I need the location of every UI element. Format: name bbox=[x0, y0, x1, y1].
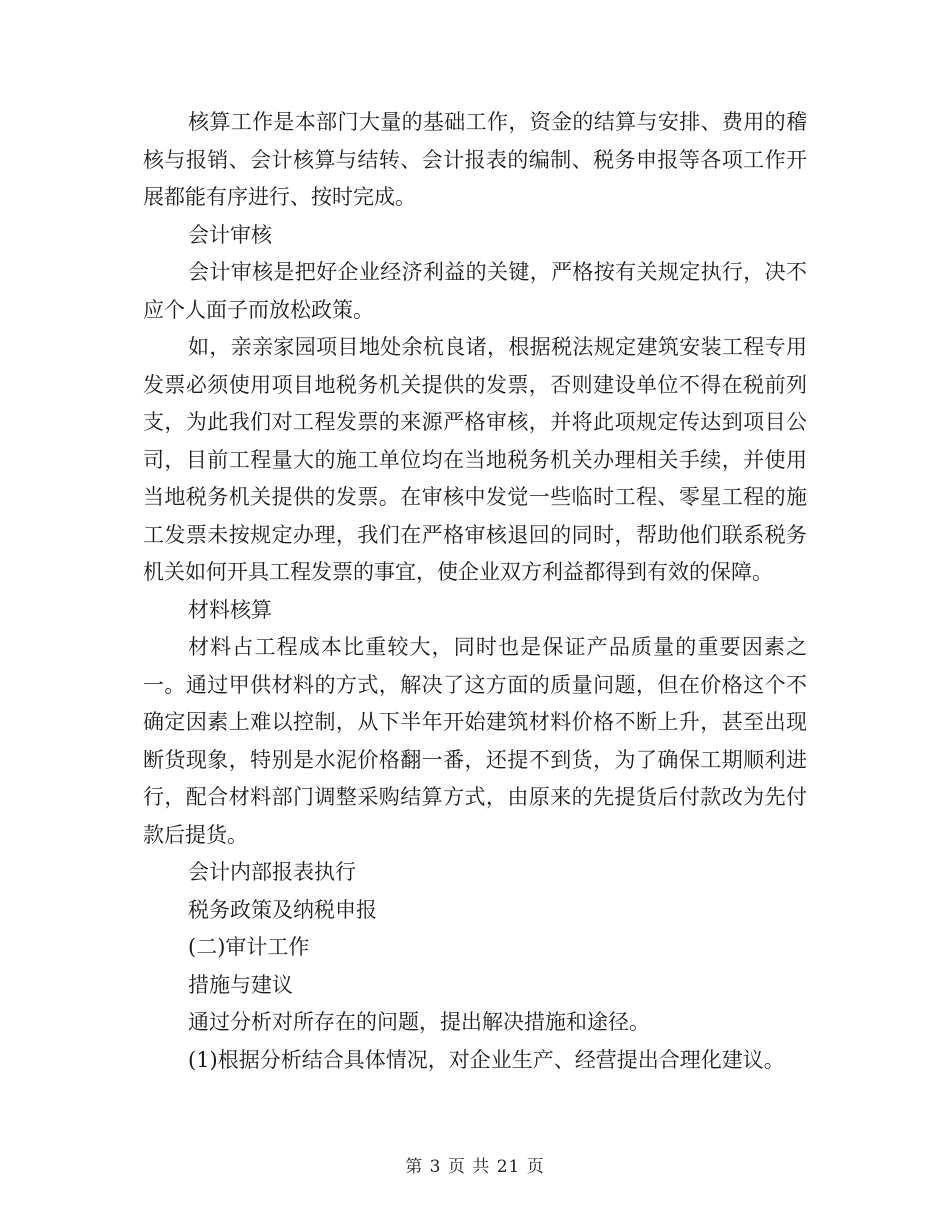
paragraph-analysis: 通过分析对所存在的问题，提出解决措施和途径。 bbox=[188, 1010, 650, 1034]
heading-tax-policy: 税务政策及纳税申报 bbox=[188, 897, 377, 922]
paragraph-suggestion-1: (1)根据分析结合具体情况，对企业生产、经营提出合理化建议。 bbox=[188, 1047, 785, 1072]
paragraph-accounting-work: 核算工作是本部门大量的基础工作，资金的结算与安排、费用的稽核与报销、会计核算与结转、会计报表的编制、税务申报等各项工作开展都能有序进行、按时完成。 bbox=[143, 110, 807, 209]
paragraph-audit-key: 会计审核是把好企业经济利益的关键，严格按有关规定执行，决不应个人面子而放松政策。 bbox=[143, 260, 807, 322]
document-body bbox=[143, 104, 807, 1079]
heading-measures: 措施与建议 bbox=[188, 972, 293, 997]
heading-internal-reports: 会计内部报表执行 bbox=[188, 860, 356, 884]
paragraph-invoice-example: 如，亲亲家园项目地处余杭良诸，根据税法规定建筑安装工程专用发票必须使用项目地税务机关提供的发票，否则建设单位不得在税前列支，为此我们对工程发票的来源严格审核，并将此项规定传达到项目公司，目前工程量大的施工单位均在当地税务机关办理相关手续，并使用当地税务机关提供的发票。在审核中发觉一些临时工程、零星工程的施工发票未按规定办理，我们在严格审核退回的同时，帮助他们联系税务机关如何开具工程发票的事宜，使企业双方利益都得到有效的保障。 bbox=[143, 335, 807, 584]
heading-material-accounting: 材料核算 bbox=[188, 597, 272, 622]
heading-audit-work: (二)审计工作 bbox=[188, 935, 310, 959]
page-number: 第 3 页 共 21 页 bbox=[405, 1157, 545, 1177]
paragraph-material-cost: 材料占工程成本比重较大，同时也是保证产品质量的重要因素之一。通过甲供材料的方式，解决了这方面的质量问题，但在价格这个不确定因素上难以控制，从下半年开始建筑材料价格不断上升，甚至出现断货现象，特别是水泥价格翻一番，还提不到货，为了确保工期顺利进行，配合材料部门调整采购结算方式，由原来的先提货后付款改为先付款后提货。 bbox=[143, 635, 807, 847]
heading-accounting-audit: 会计审核 bbox=[188, 222, 272, 247]
